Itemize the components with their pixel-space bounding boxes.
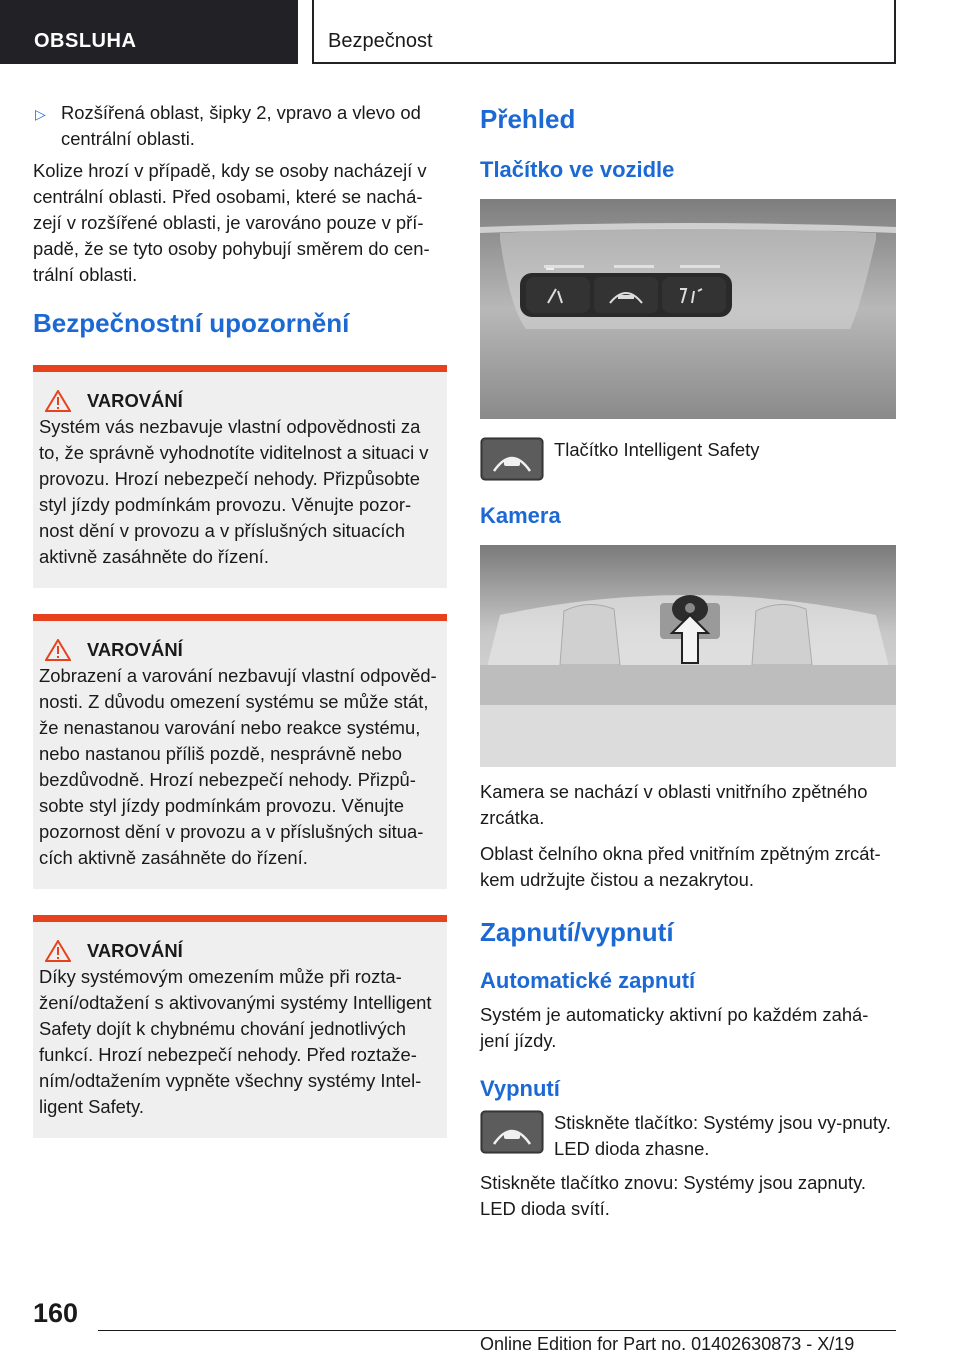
bullet-text: Rozšířená oblast, šipky 2, vpravo a vlevo od centrální oblasti. [61, 102, 421, 149]
intelligent-safety-button-icon [480, 1110, 544, 1154]
camera-paragraph-1: Kamera se nachází v oblasti vnitřního zpětného zrcátka. [480, 781, 868, 828]
warning-box [33, 365, 447, 588]
warning-text: Systém vás nezbavuje vlastní odpovědnosti za to, že správně vyhodnotíte viditelnost a situaci v provozu. Hrozí nebezpečí nehody. Přizpůsobte styl jízdy podmínkám provozu. Věnujte pozor‐nost dění v provozu a v příslušných situacích aktivně zasáhněte do řízení. [39, 416, 429, 567]
edition-note: Online Edition for Part no. 01402630873 - X/19 [480, 1334, 855, 1354]
camera-photo [480, 545, 896, 767]
right-column [480, 100, 896, 1232]
section-heading: Bezpečnostní upozornění [33, 308, 350, 338]
auto-on-heading: Automatické zapnutí [480, 968, 696, 993]
warning-title: VAROVÁNÍ [87, 940, 183, 961]
overview-heading: Přehled [480, 104, 576, 134]
section-title: OBSLUHA [34, 30, 137, 52]
camera-paragraph-2: Oblast čelního okna před vnitřním zpětným zrcát‐kem udržujte čistou a nezakrytou. [480, 843, 881, 890]
warning-text: Zobrazení a varování nezbavují vlastní odpověd‐nosti. Z důvodu omezení systému se může stát, že nenastanou varování nebo reakce systému, nebo nastanou příliš pozdě, nesprávně nebo bezdůvodně. Hrozí nebezpečí nehody. Přizpů‐sobte styl jízdy podmínkám provozu. Věnujte pozornost dění v provozu a v příslušných situa‐cích aktivně zasáhněte do řízení. [39, 665, 437, 868]
warning-title: VAROVÁNÍ [87, 390, 183, 411]
warning-triangle-icon [45, 639, 71, 661]
warning-triangle-icon [45, 940, 71, 962]
paragraph: Kolize hrozí v případě, kdy se osoby nacházejí v centrální oblasti. Před osobami, které se nachá‐zejí v rozšířené oblasti, je varováno pouze v pří‐padě, že se tyto osoby pohybují směrem do cen‐trální oblasti. [33, 160, 430, 285]
auto-on-paragraph: Systém je automaticky aktivní po každém zahá‐jení jízdy. [480, 1004, 869, 1051]
button-caption-row [480, 437, 896, 481]
button-heading: Tlačítko ve vozidle [480, 157, 675, 182]
page-number: 160 [33, 1298, 79, 1328]
warning-triangle-icon [45, 390, 71, 412]
off-paragraph: Stiskněte tlačítko znovu: Systémy jsou zapnuty. LED dioda svítí. [480, 1172, 867, 1219]
intelligent-safety-button-icon [480, 437, 544, 481]
warning-box [33, 614, 447, 889]
button-panel-photo [480, 199, 896, 419]
off-caption: Stiskněte tlačítko: Systémy jsou vy‐pnuty. LED dioda zhasne. [554, 1112, 891, 1159]
camera-heading: Kamera [480, 503, 561, 528]
warning-title: VAROVÁNÍ [87, 639, 183, 660]
footer-divider [98, 1330, 896, 1331]
button-caption: Tlačítko Intelligent Safety [554, 439, 760, 460]
chapter-title: Bezpečnost [328, 30, 433, 52]
onoff-heading: Zapnutí/vypnutí [480, 917, 674, 947]
warning-box [33, 915, 447, 1138]
warning-text: Díky systémovým omezením může při rozta‐žení/odtažení s aktivovanými systémy Intelligent Safety dojít k chybnému chování jednotlivých funkcí. Hrozí nebezpečí nehody. Před roztaže‐ním/odtažením vypněte všechny systémy Intel‐ligent Safety. [39, 966, 432, 1117]
bullet-item [33, 100, 447, 152]
section-tab [0, 0, 298, 64]
left-column [33, 100, 447, 1164]
chapter-tab [312, 0, 896, 64]
triangle-bullet-icon: ▷ [35, 106, 46, 122]
off-heading: Vypnutí [480, 1076, 560, 1101]
off-caption-row [480, 1110, 896, 1162]
